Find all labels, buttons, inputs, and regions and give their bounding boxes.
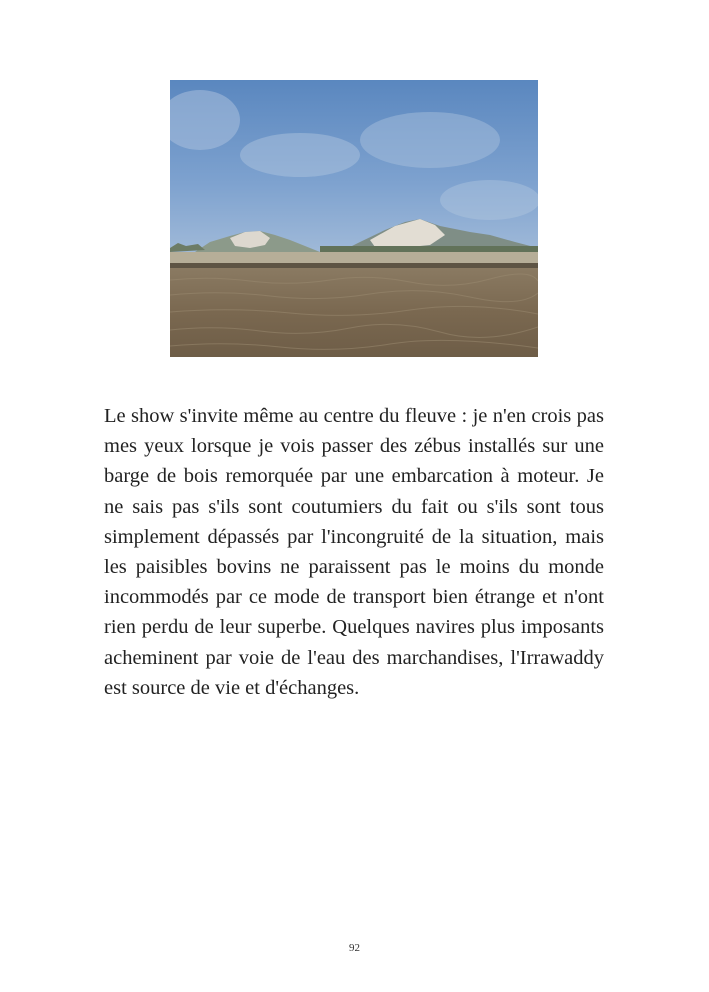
sandbank — [170, 252, 538, 264]
body-paragraph: Le show s'invite même au centre du fleuve : je n'en crois pas mes yeux lorsque je vois passer des zébus installés sur une barge de bois remorquée par une embarcation à moteur. Je ne sais pas s'ils sont coutumiers du fait ou s'ils sont tous simplement dépassés par l'incongruité de la situation, mais les paisibles bovins ne paraissent pas le moins du monde incommodés par ce mode de transport bien étrange et n'ont rien perdu de leur superbe. Quelques navires plus imposants acheminent par voie de l'eau des marchandises, l'Irrawaddy est source de vie et d'échanges. — [104, 405, 604, 699]
river-photo — [170, 80, 538, 357]
cloud — [240, 133, 360, 177]
cloud — [440, 180, 538, 220]
sandbank-edge — [170, 263, 538, 268]
page-number: 92 — [349, 942, 360, 954]
cloud — [360, 112, 500, 168]
far-treeline — [320, 246, 538, 253]
